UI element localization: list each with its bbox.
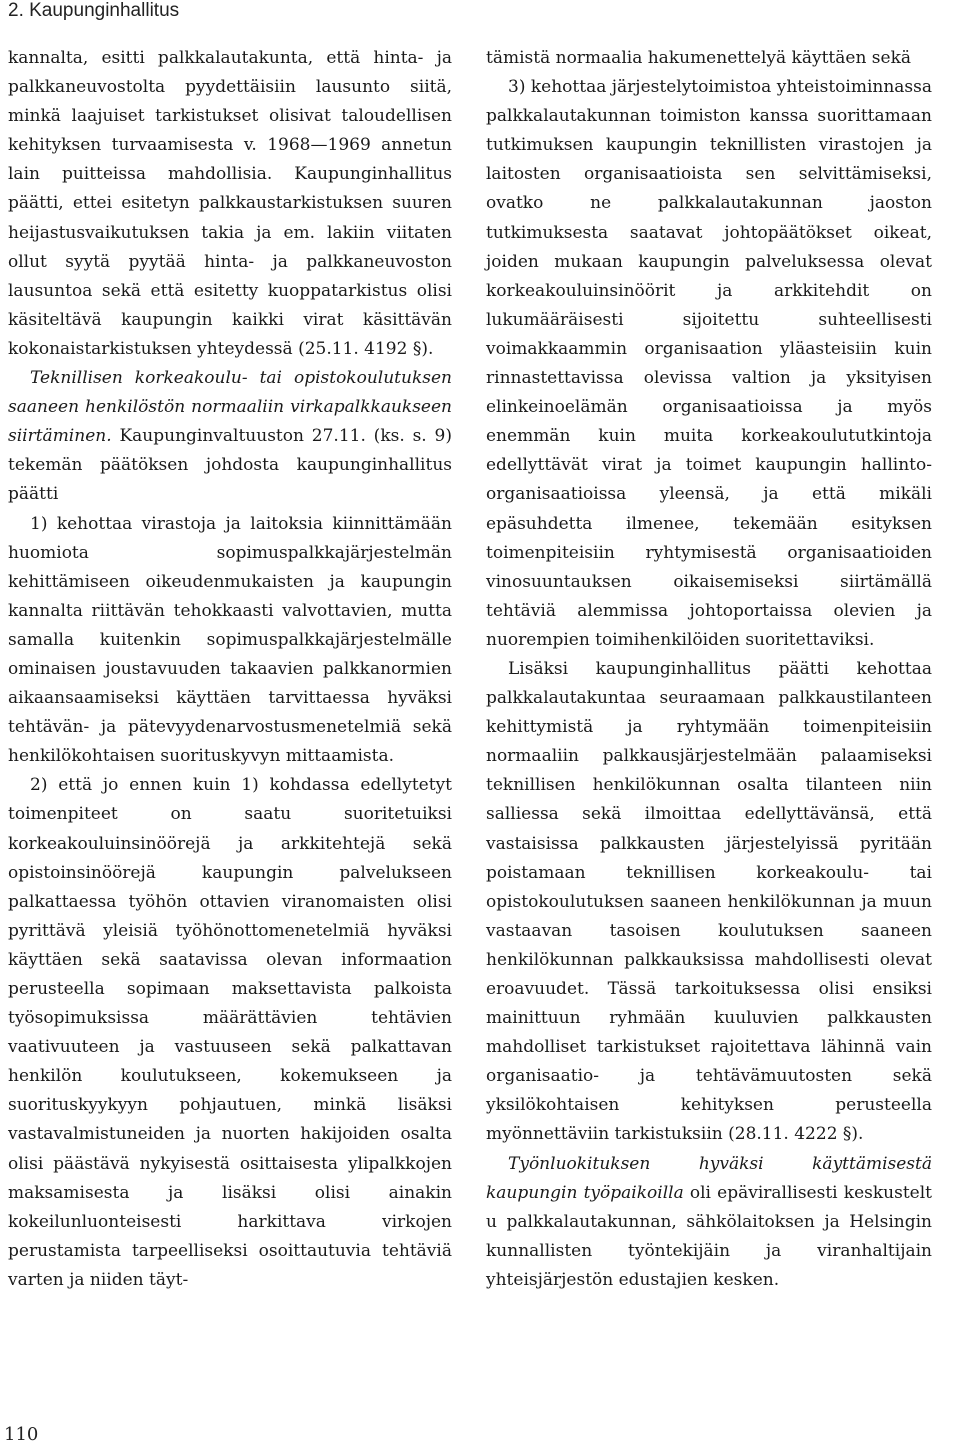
left-column [8,44,452,1295]
paragraph-section-heading [486,1150,932,1295]
paragraph-section-heading [8,364,452,509]
paragraph-text: Kaupunginvaltuuston 27.11. (ks. s. 9) tekemän päätöksen johdosta kaupunginhallitus päätti [8,426,452,505]
section-heading-italic: Työnluokituksen hyväksi käyttämisestä kaupungin työpaikoilla [486,1153,932,1203]
paragraph-text: oli epävirallisesti keskustelt u palkkalautakunnan, sähkölaitoksen ja Helsingin kunnallisten työntekijäin ja viranhaltijain yhteisjärjestön edustajien kesken. [486,1182,932,1290]
right-column [486,44,932,1295]
paragraph: kannalta, esitti palkkalautakunta, että hinta- ja palkkaneuvostolta pyydettäisiin lausunto siitä, minkä laajuiset tarkistukset olisivat taloudellisen kehityksen turvaamisesta v. 1968—1969 annetun lain puitteissa mahdollisia. Kaupunginhallitus päätti, ettei esitetyn palkkaustarkistuksen suuren heijastusvaikutuksen takia ja em. lakiin viitaten ollut syytä pyytää hinta- ja palkkaneuvoston lausuntoa sekä että esitetty kuoppatarkistus olisi käsiteltävä kaupungin kaikki virat käsittävän kokonaistarkistuksen yhteydessä (25.11. 4192 §). [8,48,452,359]
page-number: 110 [4,1424,39,1445]
paragraph-item-2: 2) että jo ennen kuin 1) kohdassa edellytetyt toimenpiteet on saatu suoritetuiksi korkeakouluinsinöörejä ja arkkitehtejä sekä opistoinsinöörejä kaupungin palvelukseen palkattaessa työhön ottavien viranomaisten olisi pyrittävä yleisiä työhönottomenetelmiä hyväksi käyttäen sekä saatavissa olevan informaation perusteella sopimaan maksettavista palkoista työsopimuksissa määrättävien tehtävien vaativuuteen ja vastuuseen sekä palkattavan henkilön koulutukseen, kokemukseen ja suorituskyykyyn pohjautuen, minkä lisäksi vastavalmistuneiden ja nuorten hakijoiden osalta olisi päästävä nykyisestä osittaisesta ylipalkkojen maksamisesta ja lisäksi olisi ainakin kokeilunluonteisesti harkittava virkojen perustamista tarpeelliseksi osoittautuvia tehtäviä varten ja niiden täyt- [8,775,452,1290]
paragraph-item-3: 3) kehottaa järjestelytoimistoa yhteistoiminnassa palkkalautakunnan toimiston kanssa suorittamaan tutkimuksen kaupungin teknillisten virastojen ja laitosten organisaatioista sen selvittämiseksi, ovatko ne palkkalautakunnan jaoston tutkimuksesta saatavat johtopäätökset oikeat, joiden mukaan kaupungin palveluksessa olevat korkeakouluinsinöörit ja arkkitehdit on lukumääräisesti sijoitettu suhteellisesti voimakkaammin organisaation yläasteisiin kuin rinnastettavissa olevissa valtion ja yksityisen elinkeinoelämän organisaatioissa ja myös enemmän kuin muita korkeakoulututkintoja edellyttävät virat ja toimet kaupungin hallinto-organisaatioissa yleensä, ja että mikäli epäsuhdetta ilmenee, tekemään esityksen toimenpiteisiin ryhtymisestä organisaatioiden vinosuuntauksen oikaisemiseksi siirtämällä tehtäviä alemmissa johtoportaissa olevien ja nuorempien toimihenkilöiden suoritettaviksi. [486,77,932,650]
running-header: 2. Kaupunginhallitus [8,0,180,21]
section-heading-italic: Teknillisen korkeakoulu- tai opistokoulutuksen saaneen henkilöstön normaaliin virkapalkkaukseen siirtäminen. [8,368,452,447]
paragraph-item-1: 1) kehottaa virastoja ja laitoksia kiinnittämään huomiota sopimuspalkkajärjestelmän kehittämiseen oikeudenmukaisten ja kaupungin kannalta riittävän tehokkaasti valvottavien, mutta samalla kuitenkin sopimuspalkkajärjestelmälle ominaisen joustavuuden takaavien palkkanormien aikaansaamiseksi käyttäen tarvittaessa hyväksi tehtävän- ja pätevyydenarvostusmenetelmiä sekä henkilökohtaisen suorituskyvyn mittaamista. [8,513,452,767]
paragraph-continuation: tämistä normaalia hakumenettelyä käyttäen sekä [486,48,912,68]
paragraph: Lisäksi kaupunginhallitus päätti kehottaa palkkalautakuntaa seuraamaan palkkaustilanteen kehittymistä ja ryhtymään toimenpiteisiin normaaliin palkkausjärjestelmään palaamiseksi teknillisen henkilökunnan osalta tilanteen niin salliessa sekä ilmoittaa edellyttävänsä, että vastaisissa palkkausten järjestelyissä pyritään poistamaan teknillisen korkeakoulu- tai opistokoulutuksen saaneen henkilökunnan ja muun vastaavan tasoisen koulutuksen saaneen henkilökunnan palkkauksissa mahdollisesti olevat eroavuudet. Tässä tarkoituksessa olisi ensiksi mainittuun ryhmään kuuluvien palkkausten mahdolliset tarkistukset rajoitettava lähinnä vain organisaatio- ja tehtävämuutosten sekä yksilökohtaisen kehityksen perusteella myönnettäviin tarkistuksiin (28.11. 4222 §). [486,658,932,1145]
